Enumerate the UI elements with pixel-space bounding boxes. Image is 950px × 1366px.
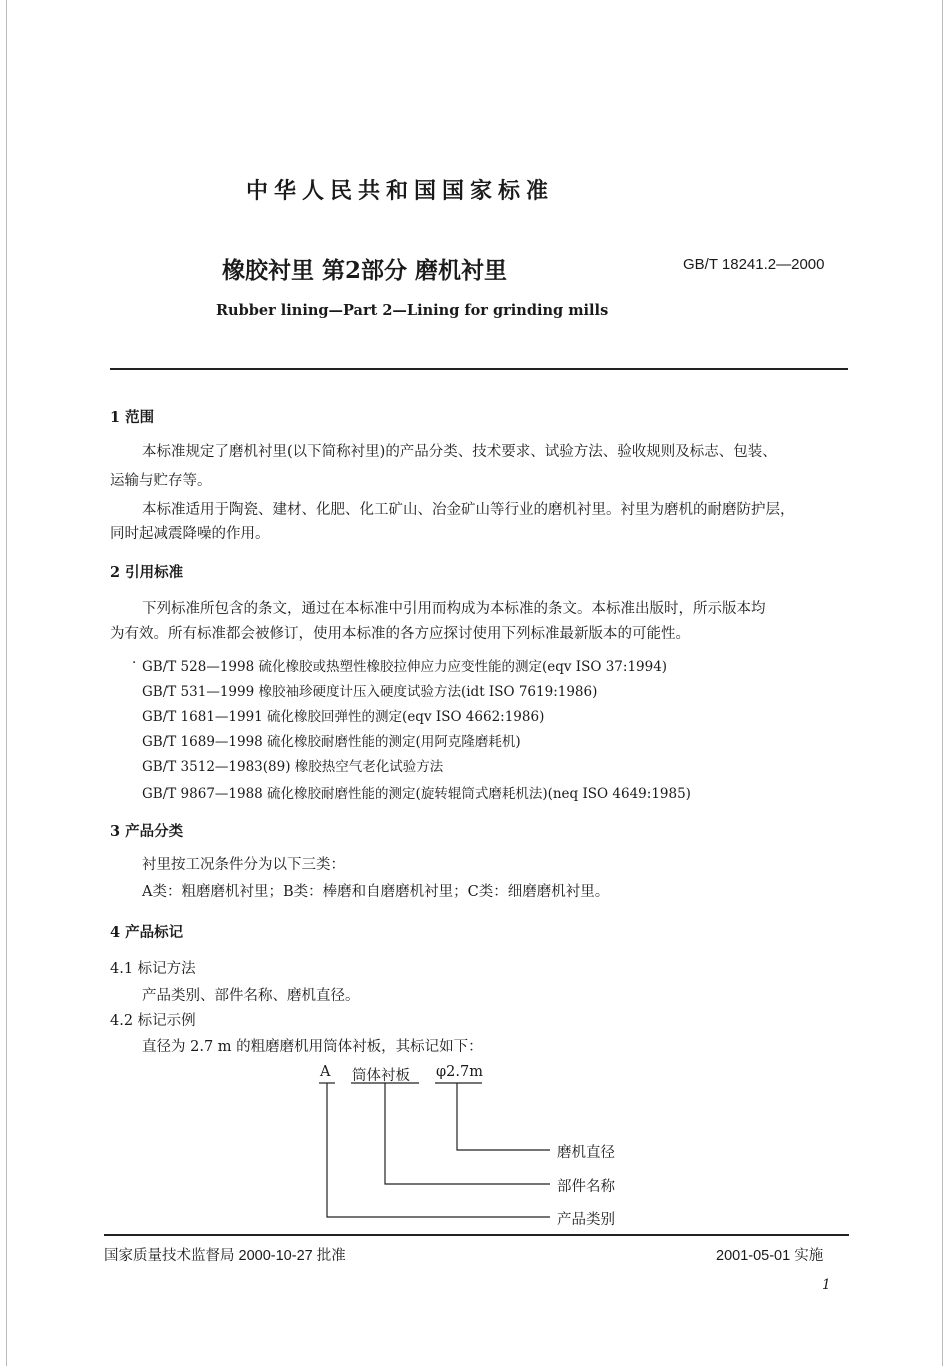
reference-item: GB/T 531—1999 橡胶袖珍硬度计压入硬度试验方法(idt ISO 7619:1986) — [142, 684, 598, 700]
reference-bullet: · — [132, 655, 137, 671]
effective-statement: 2001-05-01 实施 — [716, 1248, 824, 1264]
diagram-code-part: 筒体衬板 — [352, 1068, 410, 1084]
section-2-heading: 2 引用标准 — [110, 564, 184, 581]
english-title: Rubber lining—Part 2—Lining for grinding mills — [216, 302, 609, 319]
section-1-heading: 1 范围 — [110, 409, 155, 426]
diagram-code-diameter: φ2.7m — [436, 1064, 483, 1080]
s2-paragraph-line-2: 为有效。所有标准都会被修订，使用本标准的各方应探讨使用下列标准最新版本的可能性。 — [110, 626, 690, 642]
diagram-code-category: A — [320, 1064, 331, 1080]
diagram-label-diameter: 磨机直径 — [557, 1145, 615, 1161]
leader-diameter — [457, 1083, 550, 1150]
subsection-4-2-heading: 4.2 标记示例 — [110, 1013, 196, 1029]
reference-item: GB/T 9867—1988 硫化橡胶耐磨性能的测定(旋转辊筒式磨耗机法)(neq ISO 4649:1985) — [142, 786, 691, 802]
leader-part — [385, 1083, 550, 1184]
reference-item: GB/T 3512—1983(89) 橡胶热空气老化试验方法 — [142, 759, 444, 775]
diagram-label-category: 产品类别 — [557, 1212, 615, 1228]
s1-paragraph-2-line-1: 本标准适用于陶瓷、建材、化肥、化工矿山、冶金矿山等行业的磨机衬里。衬里为磨机的耐磨防护层， — [142, 502, 795, 518]
subsection-4-1-heading: 4.1 标记方法 — [110, 961, 196, 977]
issue-statement: 国家质量技术监督局 2000-10-27 批准 — [104, 1248, 346, 1264]
standard-type: 中华人民共和国国家标准 — [246, 178, 555, 204]
standard-code: GB/T 18241.2—2000 — [683, 256, 825, 273]
footer-rule — [104, 1234, 849, 1236]
s2-paragraph-line-1: 下列标准所包含的条文，通过在本标准中引用而构成为本标准的条文。本标准出版时，所示版本均 — [142, 601, 766, 617]
section-4-heading: 4 产品标记 — [110, 924, 184, 941]
section-3-heading: 3 产品分类 — [110, 823, 184, 840]
diagram-label-part: 部件名称 — [557, 1179, 615, 1195]
reference-item: GB/T 528—1998 硫化橡胶或热塑性橡胶拉伸应力应变性能的测定(eqv ISO 37:1994) — [142, 659, 668, 675]
subsection-4-1-text: 产品类别、部件名称、磨机直径。 — [142, 988, 360, 1004]
s3-line-1: 衬里按工况条件分为以下三类： — [142, 857, 345, 873]
reference-item: GB/T 1681—1991 硫化橡胶回弹性的测定(eqv ISO 4662:1986) — [142, 709, 545, 725]
document-title: 橡胶衬里 第2部分 磨机衬里 — [222, 257, 508, 284]
s1-paragraph-1-line-1: 本标准规定了磨机衬里(以下简称衬里)的产品分类、技术要求、试验方法、验收规则及标志、包装、 — [142, 444, 777, 460]
s1-paragraph-2-line-2: 同时起减震降噪的作用。 — [110, 526, 270, 542]
s1-paragraph-1-line-2: 运输与贮存等。 — [110, 473, 212, 489]
page-number: 1 — [822, 1277, 831, 1293]
reference-item: GB/T 1689—1998 硫化橡胶耐磨性能的测定(用阿克隆磨耗机) — [142, 734, 521, 750]
subsection-4-2-text: 直径为 2.7 m 的粗磨磨机用筒体衬板，其标记如下： — [142, 1039, 483, 1055]
s3-line-2: A类：粗磨磨机衬里；B类：棒磨和自磨磨机衬里；C类：细磨磨机衬里。 — [142, 884, 610, 900]
